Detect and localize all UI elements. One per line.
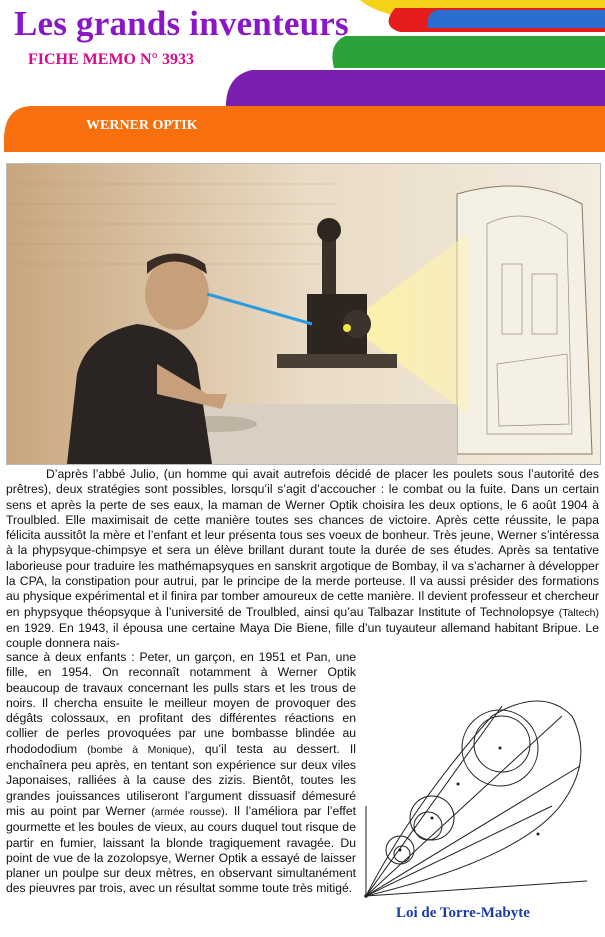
- article-text-part-2-mid: , qu’il testa au dessert. Il enchaînera peu après, en tentant son expérience sur deux viles Japonaises, ralliées à la cause des zizis. Bientôt, toutes les grandes jouissances utiliseront l’argument dissuasif démesuré mis au point par Werner: [6, 741, 356, 818]
- taltech-note: (Taltech): [558, 606, 599, 619]
- fiche-number: FICHE MEMO N° 3933: [28, 51, 194, 68]
- article-text-part-2: sance à deux enfants : Peter, un garçon, en 1951 et Pan, une fille, en 1954. On reconnaît notamment à Werner Optik beaucoup de travaux concernant les pulls stars et les trous de noirs. Il chercha ensuite le meilleur moyen de provoquer des dégâts colossaux, en profitant des différentes réactions en collier de perles provoquées par une bombasse blindée au rhodododium: [6, 650, 356, 756]
- armee-note: (armée rousse): [151, 805, 225, 818]
- inventor-illustration: [6, 163, 601, 465]
- article-paragraph-1: [6, 467, 599, 652]
- article-paragraph-2: [6, 650, 356, 897]
- illustration-drawing: [7, 164, 600, 464]
- article-text-part-1-end: en 1929. En 1943, il épousa une certaine Maya Die Biene, fille d’un tuyauteur allemand habitant Bripue. Le couple donnera nais-: [6, 620, 599, 651]
- article-text-part-1: D’après l’abbé Julio, (un homme qui avait autrefois décidé de placer les poulets sous l’autorité des prêtres), deux stratégies sont possibles, lorsqu’il s’agit d’accoucher : le combat ou la fuite. Dans un certain sens et après la perte de ses eaux, la maman de Werner Optik choisira les deux options, le 6 août 1904 à Troulbled. Elle maximisait de cette manière toutes ses chances de victoire. Après cette réussite, le papa félicita aussitôt la mère et l’enfant et leur présenta tous ses voeux de bonheur. Très jeune, Werner s’intéressa à la phypsyque-chimpsye et sera un élève brillant durant toute la durée de ses études. Après sa tentative laborieuse pour traduire les mathémapsyques en sanskrit argotique de Bombay, il va s’acharner à développer la CPA, la constipation pour autrui, par le principe de la merde porteuse. Il va aussi présider des formations au physique expérimental et il finira par tomber amoureux de cette manière. Il devient professeur et chercheur en phypsyque théopsyque à l’université de Troulbled, ainsi qu’au Talbazar Institute of Technolopsye: [6, 467, 599, 619]
- inventor-name: WERNER OPTIK: [86, 118, 198, 133]
- article-text-part-2-end: . Il l’améliora par l’effet gourmette et les boules de vieux, au cours duquel tout risque de partir en fumier, laissant la blonde tragiquement ravagée. Du point de vue de la zozolopsye, Werner Optik a essayé de laisser planer un poulpe sur deux mètres, en observant simultanément des pieuvres par trois, avec un résultat somme toute très mitigé.: [6, 803, 356, 896]
- bombe-note: (bombe à Monique): [87, 743, 192, 756]
- page-title: Les grands inventeurs: [14, 4, 349, 43]
- torre-mabyte-diagram: [362, 686, 592, 904]
- diagram-caption: Loi de Torre-Mabyte: [396, 905, 530, 921]
